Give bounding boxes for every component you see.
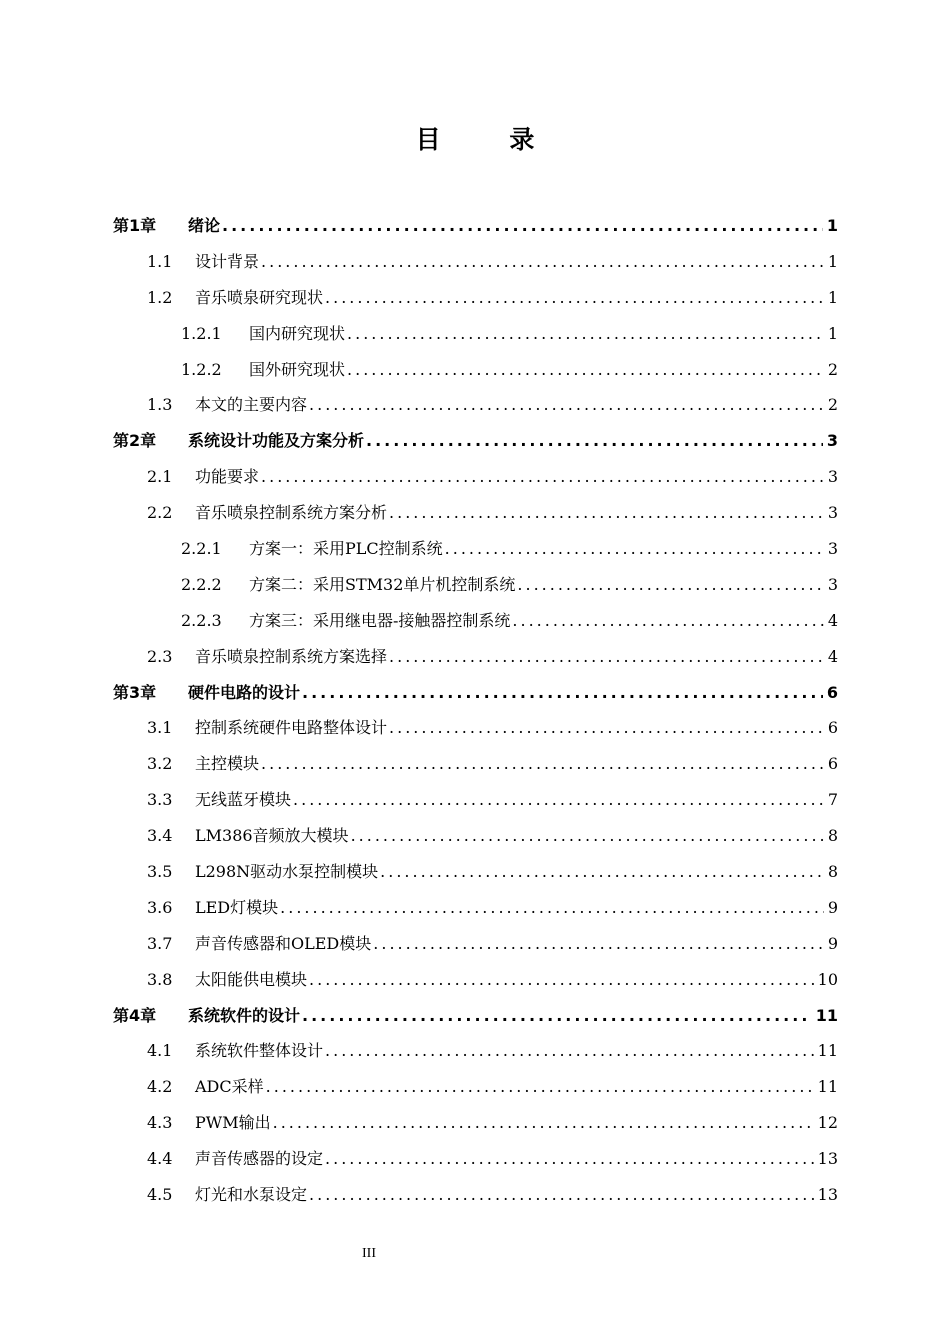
toc-dot-leader: [366, 423, 823, 459]
toc-section-entry[interactable]: [113, 1033, 838, 1069]
toc-entry-title: 系统软件整体设计: [195, 1041, 324, 1061]
toc-entry-page: 2: [827, 359, 838, 379]
toc-dot-leader: [380, 854, 824, 890]
toc-section-entry[interactable]: [113, 854, 838, 890]
toc-entry-page: 13: [817, 1185, 838, 1205]
toc-entry-number: 2.1: [147, 467, 173, 487]
toc-section-entry[interactable]: [113, 387, 838, 423]
toc-section-entry[interactable]: [113, 962, 838, 998]
toc-entry-title: 系统软件的设计: [188, 1005, 301, 1025]
toc-dot-leader: [309, 1177, 814, 1213]
toc-section-entry[interactable]: [113, 710, 838, 746]
toc-entry-number: 1.3: [147, 395, 173, 415]
toc-entry-page: 3: [827, 467, 838, 487]
toc-section-entry[interactable]: [113, 531, 838, 567]
toc-entry-number: 2.2: [147, 503, 173, 523]
toc-dot-leader: [325, 280, 824, 316]
toc-entry-title: LM386音频放大模块: [195, 826, 349, 846]
toc-dot-leader: [325, 1033, 814, 1069]
toc-entry-number: 2.2.1: [181, 539, 222, 559]
toc-entry-title: 硬件电路的设计: [188, 682, 301, 702]
toc-chapter-entry[interactable]: [113, 208, 838, 244]
toc-entry-page: 9: [827, 933, 838, 953]
toc-entry-page: 8: [827, 826, 838, 846]
toc-entry-title: 音乐喷泉控制系统方案选择: [195, 646, 388, 666]
toc-entry-page: 1: [826, 216, 838, 235]
toc-dot-leader: [273, 1105, 814, 1141]
toc-dot-leader: [261, 746, 824, 782]
toc-dot-leader: [517, 567, 823, 603]
toc-entry-title: 音乐喷泉研究现状: [195, 287, 324, 307]
toc-dot-leader: [293, 782, 824, 818]
toc-entry-number: 4.1: [147, 1041, 173, 1061]
toc-entry-page: 11: [815, 1005, 838, 1025]
toc-dot-leader: [373, 926, 824, 962]
toc-entry-number: 3.7: [147, 933, 173, 953]
toc-entry-page: 1: [827, 287, 838, 307]
toc-entry-page: 10: [817, 969, 838, 989]
toc-entry-page: 4: [827, 646, 838, 666]
toc-section-entry[interactable]: [113, 782, 838, 818]
table-of-contents: [113, 208, 838, 1213]
toc-entry-number: 第1章: [113, 216, 157, 235]
toc-section-entry[interactable]: [113, 459, 838, 495]
toc-entry-page: 13: [817, 1149, 838, 1169]
toc-entry-title: 绪论: [188, 216, 221, 235]
toc-entry-title: 灯光和水泵设定: [195, 1185, 308, 1205]
toc-entry-title: 设计背景: [195, 251, 260, 271]
toc-entry-title: L298N驱动水泵控制模块: [195, 862, 379, 882]
toc-entry-number: 3.1: [147, 718, 173, 738]
toc-section-entry[interactable]: [113, 567, 838, 603]
toc-dot-leader: [347, 316, 824, 352]
toc-entry-title: 方案一：采用PLC控制系统: [249, 539, 443, 559]
toc-section-entry[interactable]: [113, 352, 838, 388]
toc-entry-page: 11: [817, 1077, 838, 1097]
toc-entry-title: 声音传感器和OLED模块: [195, 933, 372, 953]
toc-entry-title: PWM输出: [195, 1113, 271, 1133]
toc-entry-number: 4.3: [147, 1113, 173, 1133]
toc-entry-title: ADC采样: [195, 1077, 264, 1097]
toc-section-entry[interactable]: [113, 1105, 838, 1141]
toc-entry-number: 3.8: [147, 969, 173, 989]
toc-entry-number: 2.2.3: [181, 610, 222, 630]
toc-entry-title: 国内研究现状: [249, 323, 346, 343]
toc-dot-leader: [309, 387, 824, 423]
toc-entry-number: 3.2: [147, 754, 173, 774]
toc-dot-leader: [302, 675, 823, 711]
toc-entry-page: 6: [826, 682, 838, 702]
toc-section-entry[interactable]: [113, 316, 838, 352]
toc-entry-page: 1: [827, 323, 838, 343]
toc-dot-leader: [222, 208, 823, 244]
toc-entry-number: 2.2.2: [181, 574, 222, 594]
page-title: 目 录: [415, 125, 565, 154]
toc-entry-page: 3: [827, 574, 838, 594]
toc-dot-leader: [347, 352, 824, 388]
toc-entry-number: 第2章: [113, 431, 157, 451]
toc-entry-page: 2: [827, 395, 838, 415]
toc-entry-title: 声音传感器的设定: [195, 1149, 324, 1169]
toc-entry-page: 6: [827, 754, 838, 774]
toc-chapter-entry[interactable]: [113, 423, 838, 459]
toc-section-entry[interactable]: [113, 746, 838, 782]
toc-dot-leader: [351, 818, 824, 854]
toc-dot-leader: [389, 495, 824, 531]
toc-section-entry[interactable]: [113, 1141, 838, 1177]
toc-dot-leader: [445, 531, 824, 567]
toc-section-entry[interactable]: [113, 603, 838, 639]
toc-entry-page: 3: [827, 503, 838, 523]
toc-entry-page: 11: [817, 1041, 838, 1061]
toc-entry-page: 8: [827, 862, 838, 882]
toc-chapter-entry[interactable]: [113, 675, 838, 711]
toc-entry-title: 方案二：采用STM32单片机控制系统: [249, 574, 516, 594]
toc-entry-page: 7: [827, 790, 838, 810]
toc-section-entry[interactable]: [113, 639, 838, 675]
toc-dot-leader: [266, 1069, 814, 1105]
toc-entry-number: 1.2.1: [181, 323, 222, 343]
toc-section-entry[interactable]: [113, 926, 838, 962]
toc-dot-leader: [389, 639, 824, 675]
toc-entry-number: 1.2: [147, 287, 173, 307]
toc-entry-page: 4: [827, 610, 838, 630]
toc-entry-title: 主控模块: [195, 754, 260, 774]
toc-entry-title: 音乐喷泉控制系统方案分析: [195, 503, 388, 523]
toc-entry-title: 本文的主要内容: [195, 395, 308, 415]
toc-dot-leader: [309, 962, 814, 998]
toc-section-entry[interactable]: [113, 1177, 838, 1213]
toc-dot-leader: [325, 1141, 814, 1177]
toc-entry-title: 功能要求: [195, 467, 260, 487]
toc-entry-title: LED灯模块: [195, 897, 279, 917]
toc-entry-number: 3.3: [147, 790, 173, 810]
toc-entry-number: 1.2.2: [181, 359, 222, 379]
toc-entry-page: 6: [827, 718, 838, 738]
toc-chapter-entry[interactable]: [113, 998, 838, 1034]
toc-dot-leader: [389, 710, 824, 746]
toc-entry-page: 12: [817, 1113, 838, 1133]
toc-entry-number: 第3章: [113, 682, 157, 702]
toc-section-entry[interactable]: [113, 890, 838, 926]
toc-entry-title: 方案三：采用继电器-接触器控制系统: [249, 610, 511, 630]
toc-dot-leader: [261, 244, 824, 280]
toc-entry-number: 2.3: [147, 646, 173, 666]
toc-entry-number: 第4章: [113, 1005, 157, 1025]
toc-dot-leader: [302, 998, 812, 1034]
page-number-footer: III: [362, 1246, 376, 1261]
toc-entry-number: 4.4: [147, 1149, 173, 1169]
toc-entry-title: 控制系统硬件电路整体设计: [195, 718, 388, 738]
toc-entry-number: 1.1: [147, 251, 173, 271]
toc-section-entry[interactable]: [113, 1069, 838, 1105]
toc-entry-page: 1: [827, 251, 838, 271]
toc-section-entry[interactable]: [113, 280, 838, 316]
toc-entry-number: 3.4: [147, 826, 173, 846]
toc-entry-page: 3: [826, 431, 838, 451]
toc-section-entry[interactable]: [113, 495, 838, 531]
toc-entry-number: 3.6: [147, 897, 173, 917]
toc-entry-page: 3: [827, 539, 838, 559]
toc-entry-number: 4.5: [147, 1185, 173, 1205]
toc-entry-page: 9: [827, 897, 838, 917]
toc-entry-title: 无线蓝牙模块: [195, 790, 292, 810]
toc-section-entry[interactable]: [113, 818, 838, 854]
toc-entry-title: 系统设计功能及方案分析: [188, 431, 365, 451]
toc-section-entry[interactable]: [113, 244, 838, 280]
toc-entry-number: 3.5: [147, 862, 173, 882]
toc-dot-leader: [512, 603, 823, 639]
toc-dot-leader: [261, 459, 824, 495]
toc-entry-number: 4.2: [147, 1077, 173, 1097]
toc-entry-title: 太阳能供电模块: [195, 969, 308, 989]
toc-dot-leader: [280, 890, 824, 926]
toc-entry-title: 国外研究现状: [249, 359, 346, 379]
